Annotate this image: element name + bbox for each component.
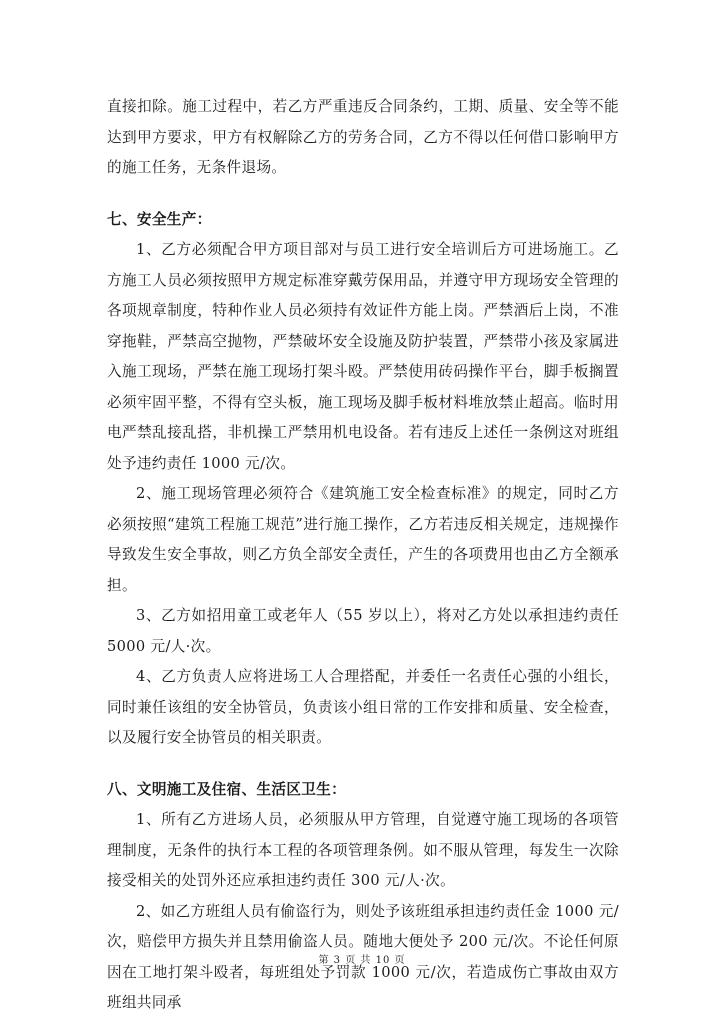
section-7-item-3: 3、乙方如招用童工或老年人（55 岁以上），将对乙方处以承担违约责任 5000 元/人·次。 [107, 607, 619, 655]
document-body [107, 92, 619, 1019]
section-7-title: 七、安全生产： [107, 210, 212, 228]
section-8-title: 八、文明施工及住宿、生活区卫生： [107, 780, 347, 798]
opening-paragraph: 直接扣除。施工过程中，若乙方严重违反合同条约，工期、质量、安全等不能达到甲方要求，甲方有权解除乙方的劳务合同，乙方不得以任何借口影响甲方的施工任务，无条件退场。 [107, 98, 619, 176]
page-number-footer: 第 3 页 共 10 页 [318, 955, 406, 966]
section-7-item-4: 4、乙方负责人应将进场工人合理搭配，并委任一名责任心强的小组长，同时兼任该组的安全协管员，负责该小组日常的工作安排和质量、安全检查，以及履行安全协管员的相关职责。 [107, 668, 619, 746]
section-8-item-2: 2、如乙方班组人员有偷盗行为，则处予该班组承担违约责任金 1000 元/次，赔偿甲方损失并且禁用偷盗人员。随地大便处予 200 元/次。不论任何原因在工地打架斗殴者，每班组处予罚款 1000 元/次，若造成伤亡事故由双方班组共同承 [107, 902, 619, 1011]
section-8-item-1: 1、所有乙方进场人员，必须服从甲方管理，自觉遵守施工现场的各项管理制度，无条件的执行本工程的各项管理条例。如不服从管理，每发生一次除接受相关的处罚外还应承担违约责任 300 元/人·次。 [107, 811, 619, 889]
section-7-item-1: 1、乙方必须配合甲方项目部对与员工进行安全培训后方可进场施工。乙方施工人员必须按照甲方规定标准穿戴劳保用品，并遵守甲方现场安全管理的各项规章制度，特种作业人员必须持有效证件方能上岗。严禁酒后上岗，不准穿拖鞋，严禁高空抛物，严禁破坏安全设施及防护装置，严禁带小孩及家属进入施工现场，严禁在施工现场打架斗殴。严禁使用砖码操作平台，脚手板搁置必须牢固平整，不得有空头板，施工现场及脚手板材料堆放禁止超高。临时用电严禁乱接乱搭，非机操工严禁用机电设备。若有违反上述任一条例这对班组处予违约责任 1000 元/次。 [107, 241, 619, 472]
section-7-item-2: 2、施工现场管理必须符合《建筑施工安全检查标准》的规定，同时乙方必须按照“建筑工程施工规范”进行施工操作，乙方若违反相关规定，违规操作导致发生安全事故，则乙方负全部安全责任，产生的各项费用也由乙方全额承担。 [107, 485, 619, 594]
